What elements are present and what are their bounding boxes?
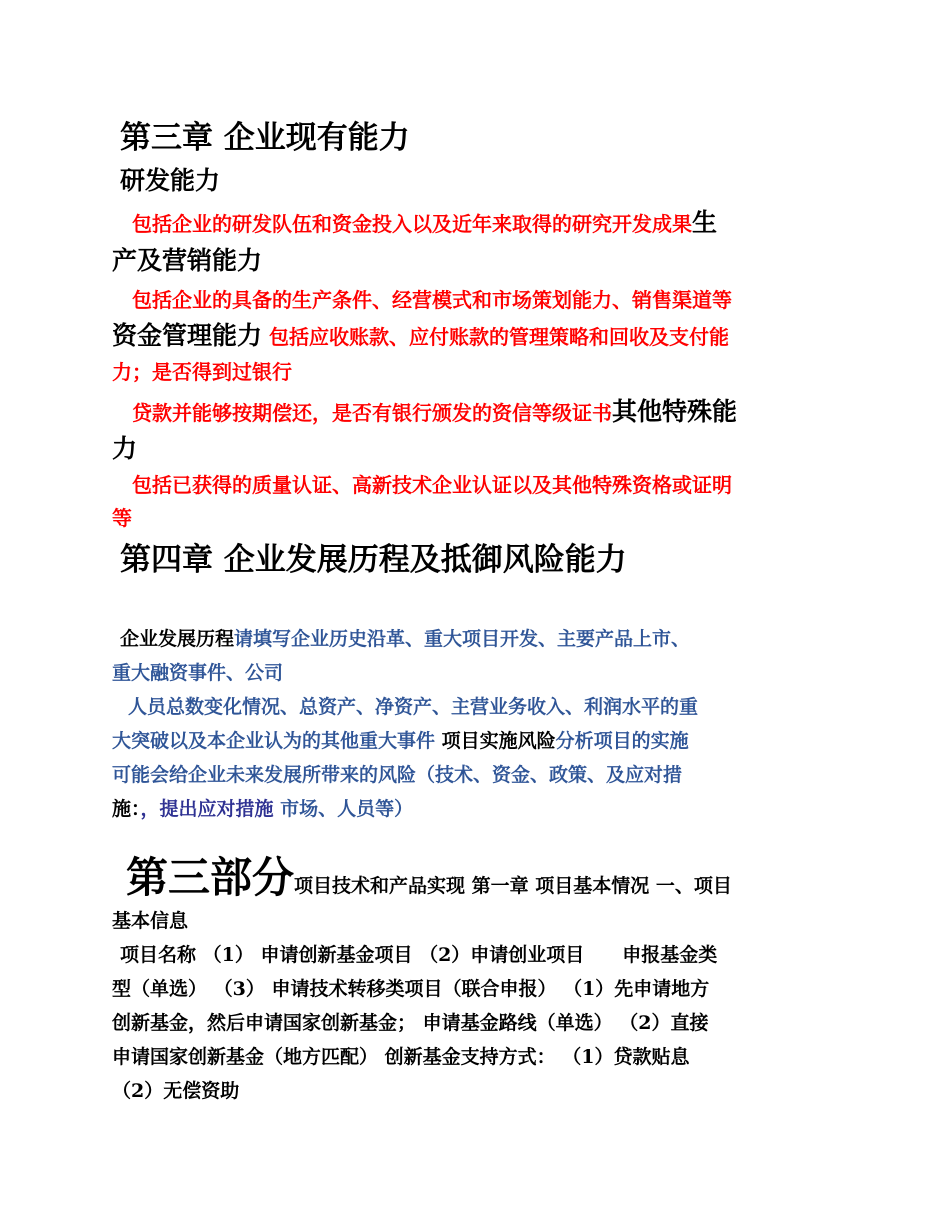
other-description-b-text: 等 xyxy=(112,506,132,530)
chapter4-title-text: 第四章 企业发展历程及抵御风险能力 xyxy=(120,542,627,578)
other-description-a-text: 包括已获得的质量认证、高新技术企业认证以及其他特殊资格或证明 xyxy=(132,473,732,497)
fund-description-c: 贷款并能够按期偿还，是否有银行颁发的资信等级证书 xyxy=(132,401,612,425)
history-description-d: 大突破以及本企业认为的其他重大事件 xyxy=(112,730,436,752)
prod-heading xyxy=(112,244,838,278)
prod-description xyxy=(132,282,852,318)
history-description-c-text: 人员总数变化情况、总资产、净资产、主营业务收入、利润水平的重 xyxy=(128,696,699,718)
project-info-line2 xyxy=(112,972,838,1007)
project-info-line5 xyxy=(112,1074,838,1109)
chapter4-title xyxy=(120,540,846,580)
project-info-line1-text: 项目名称 （1） 申请创新基金项目 （2）申请创业项目 申报基金类 xyxy=(120,944,718,966)
risk-description-b xyxy=(112,758,838,793)
part3-subtitle-b-text: 基本信息 xyxy=(112,910,189,932)
fund-description-b-text: 力；是否得到过银行 xyxy=(112,360,292,384)
project-info-line1 xyxy=(120,938,840,973)
history-description-a: 请填写企业历史沿革、重大项目开发、主要产品上市、 xyxy=(234,628,691,650)
history-heading: 企业发展历程 xyxy=(120,628,235,650)
fund-description-a: 包括应收账款、应付账款的管理策略和回收及支付能 xyxy=(268,325,729,349)
risk-heading: 项目实施风险 xyxy=(441,730,556,752)
risk-description-line3 xyxy=(112,792,838,827)
other-description-a xyxy=(132,467,852,503)
part3-title: 第三部分 xyxy=(126,853,295,902)
project-info-line2-text: 型（单选） （3） 申请技术转移类项目（联合申报） （1）先申请地方 xyxy=(112,978,710,1000)
risk-description-e: 市场、人员等） xyxy=(280,798,414,820)
project-info-line5-text: （2）无偿资助 xyxy=(112,1080,240,1102)
history-description-b xyxy=(112,656,838,691)
part3-title-line xyxy=(126,852,852,904)
risk-description-b-text: 可能会给企业未来发展所带来的风险（技术、资金、政策、及应对措 xyxy=(112,764,683,786)
project-info-line3-text: 创新基金，然后申请国家创新基金； 申请基金路线（单选） （2）直接 xyxy=(112,1012,709,1034)
chapter3-title xyxy=(120,118,846,158)
rd-description: 包括企业的研发队伍和资金投入以及近年来取得的研究开发成果 xyxy=(132,212,692,236)
prod-description-text: 包括企业的具备的生产条件、经营模式和市场策划能力、销售渠道等 xyxy=(132,288,732,312)
risk-paragraph xyxy=(112,724,838,759)
other-heading-text: 力 xyxy=(112,434,138,463)
loan-paragraph xyxy=(132,394,852,431)
other-description-b xyxy=(112,500,838,536)
prod-heading-text: 产及营销能力 xyxy=(112,246,263,275)
other-heading-start: 其他特殊能 xyxy=(612,397,738,426)
chapter3-title-text: 第三章 企业现有能力 xyxy=(120,120,410,156)
project-info-line4-text: 申请国家创新基金（地方匹配） 创新基金支持方式： （1）贷款贴息 xyxy=(112,1046,690,1068)
fund-paragraph xyxy=(112,318,838,355)
history-paragraph xyxy=(120,622,846,657)
part3-subtitle-a: 项目技术和产品实现 第一章 项目基本情况 一、项目 xyxy=(294,875,732,897)
risk-description-a: 分析项目的实施 xyxy=(555,730,689,752)
project-info-line4 xyxy=(112,1040,838,1075)
history-description-b-text: 重大融资事件、公司 xyxy=(112,662,284,684)
rd-heading-text: 研发能力 xyxy=(120,166,221,195)
history-description-c xyxy=(128,690,838,725)
project-info-line3 xyxy=(112,1006,838,1041)
prod-heading-start: 生 xyxy=(692,208,718,237)
risk-description-c: 施： xyxy=(112,798,141,820)
risk-description-d: ，提出应对措施 xyxy=(140,798,274,820)
rd-paragraph xyxy=(132,205,852,242)
fund-description-b xyxy=(112,354,838,390)
other-heading xyxy=(112,432,838,466)
rd-heading xyxy=(120,164,846,198)
part3-subtitle-b xyxy=(112,904,838,939)
fund-heading: 资金管理能力 xyxy=(112,321,263,350)
